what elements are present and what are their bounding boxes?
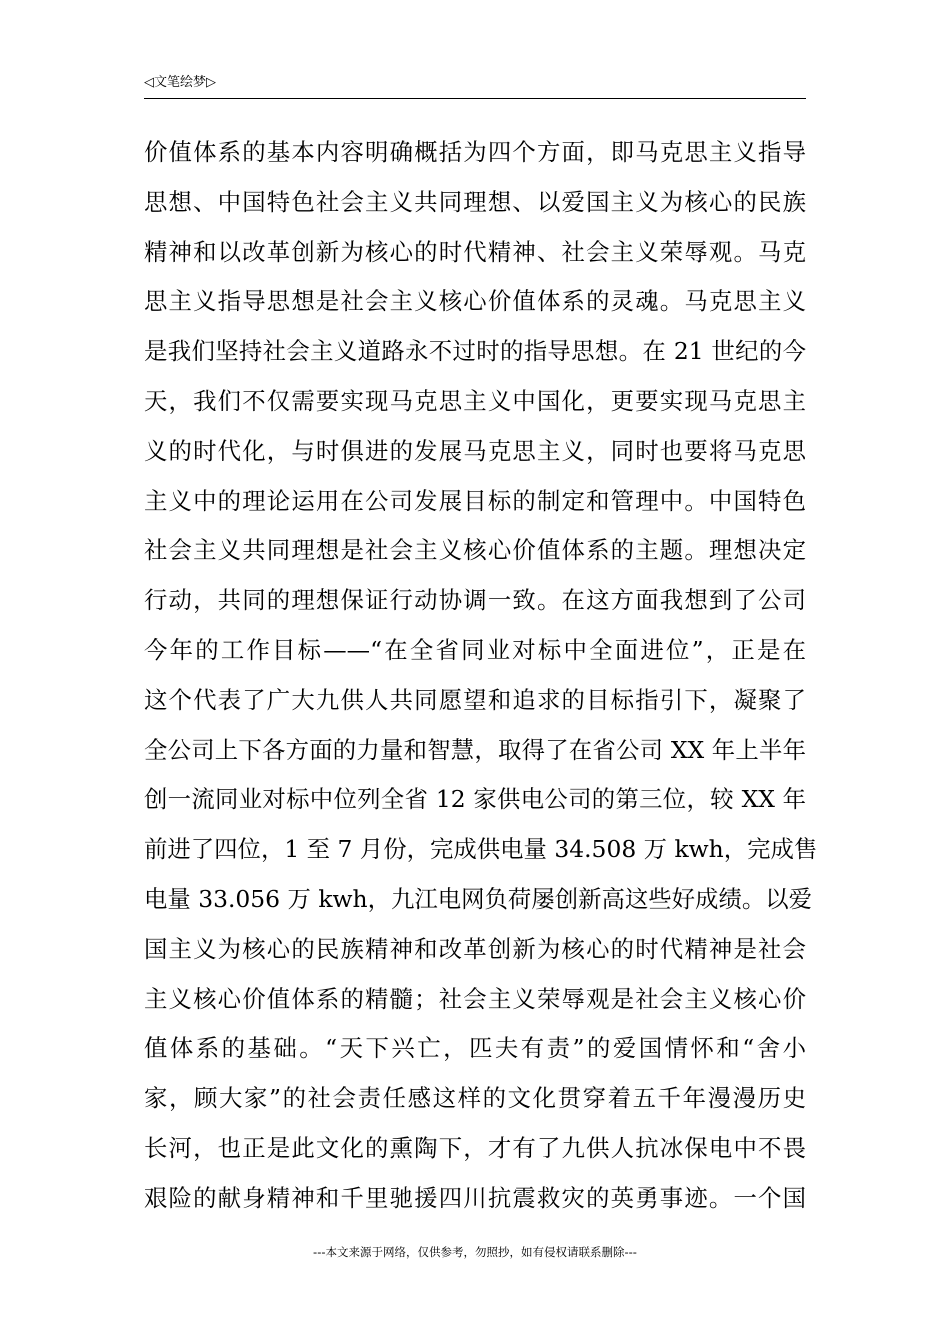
body-line: 行动，共同的理想保证行动协调一致。在这方面我想到了公司	[144, 586, 806, 615]
body-line: 前进了四位，1 至 7 月份，完成供电量 34.508 万 kwh，完成售	[144, 835, 818, 864]
header-brand-text: 文笔绘梦	[154, 75, 207, 90]
body-line: 义的时代化，与时俱进的发展马克思主义，同时也要将马克思	[144, 436, 806, 465]
body-line: 电量 33.056 万 kwh，九江电网负荷屡创新高这些好成绩。以爱	[144, 884, 813, 913]
body-line: 值体系的基础。“天下兴亡，匹夫有责”的爱国情怀和“舍小	[144, 1034, 806, 1063]
body-line: 主义核心价值体系的精髓；社会主义荣辱观是社会主义核心价	[144, 984, 806, 1013]
body-line: 创一流同业对标中位列全省 12 家供电公司的第三位，较 XX 年	[144, 785, 806, 814]
body-line: 思主义指导思想是社会主义核心价值体系的灵魂。马克思主义	[144, 287, 806, 316]
body-line: 家，顾大家”的社会责任感这样的文化贯穿着五千年漫漫历史	[144, 1084, 806, 1113]
page-footer: ---本文来源于网络，仅供参考，勿照抄，如有侵权请联系删除---	[313, 1245, 637, 1259]
body-line: 天，我们不仅需要实现马克思主义中国化，更要实现马克思主	[144, 386, 806, 415]
body-line: 今年的工作目标——“在全省同业对标中全面进位”，正是在	[144, 635, 806, 664]
body-line: 艰险的献身精神和千里驰援四川抗震救灾的英勇事迹。一个国	[144, 1183, 806, 1212]
body-line: 思想、中国特色社会主义共同理想、以爱国主义为核心的民族	[144, 187, 806, 216]
body-line: 社会主义共同理想是社会主义核心价值体系的主题。理想决定	[144, 536, 806, 565]
body-line: 国主义为核心的民族精神和改革创新为核心的时代精神是社会	[144, 934, 806, 963]
body-line: 价值体系的基本内容明确概括为四个方面，即马克思主义指导	[144, 138, 806, 166]
page-header	[144, 72, 806, 99]
body-line: 是我们坚持社会主义道路永不过时的指导思想。在 21 世纪的今	[144, 337, 806, 366]
document-body	[144, 128, 818, 1224]
body-line: 全公司上下各方面的力量和智慧，取得了在省公司 XX 年上半年	[144, 735, 806, 764]
body-line: 主义中的理论运用在公司发展目标的制定和管理中。中国特色	[144, 486, 806, 515]
body-line: 这个代表了广大九供人共同愿望和追求的目标指引下，凝聚了	[144, 685, 806, 714]
header-brand	[144, 74, 216, 92]
body-line: 精神和以改革创新为核心的时代精神、社会主义荣辱观。马克	[144, 237, 806, 266]
body-line: 长河，也正是此文化的熏陶下，才有了九供人抗冰保电中不畏	[144, 1133, 806, 1162]
left-triangle-icon: ◁	[144, 75, 154, 90]
right-triangle-icon: ▷	[206, 75, 217, 90]
